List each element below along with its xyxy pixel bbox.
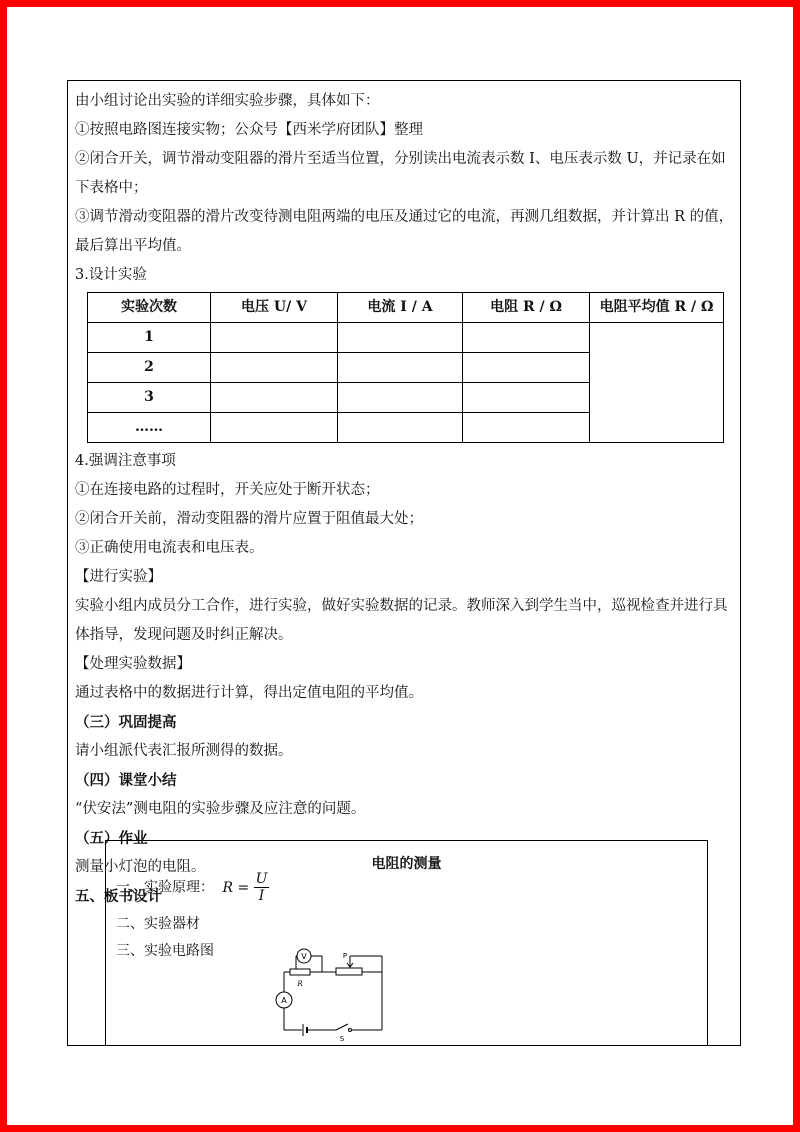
board-item-circuit: 三、实验电路图 [116, 943, 214, 959]
table-header-row [88, 293, 724, 323]
note-3: ③正确使用电流表和电压表。 [75, 540, 264, 556]
homework-text: 测量小灯泡的电阻。 [75, 859, 206, 875]
table-cell [463, 383, 590, 413]
resistor-label: R [297, 980, 303, 988]
average-cell [590, 323, 724, 443]
resistor-icon [290, 969, 310, 975]
table-cell [211, 353, 338, 383]
ammeter-label: A [281, 996, 287, 1005]
conduct-heading: 【进行实验】 [75, 569, 162, 585]
table-cell [211, 383, 338, 413]
experiment-table [87, 292, 724, 443]
rheostat-icon [336, 968, 362, 975]
step-1: ①按照电路图连接实物；公众号【西米学府团队】整理 [75, 122, 423, 138]
slider-label: P [342, 952, 348, 960]
formula-fraction [254, 871, 270, 904]
trial-cell: 2 [88, 353, 211, 383]
table-cell [338, 383, 463, 413]
header-resistance: 电阻 R / Ω [463, 293, 590, 323]
table-cell [211, 413, 338, 443]
consolidate-text: 请小组派代表汇报所测得的数据。 [75, 743, 293, 759]
consolidate-heading: （三）巩固提高 [75, 714, 177, 731]
table-cell [463, 353, 590, 383]
table-cell [463, 413, 590, 443]
process-text: 通过表格中的数据进行计算，得出定值电阻的平均值。 [75, 685, 423, 701]
process-heading: 【处理实验数据】 [75, 656, 191, 672]
header-average: 电阻平均值 R / Ω [590, 293, 724, 323]
switch-icon [349, 1029, 352, 1032]
formula-numerator: U [255, 871, 268, 887]
table-cell [338, 353, 463, 383]
trial-cell: 3 [88, 383, 211, 413]
table-cell [211, 323, 338, 353]
switch-label: S [339, 1035, 345, 1043]
formula-lhs: R = [222, 879, 250, 896]
table-cell [338, 323, 463, 353]
trial-cell: 1 [88, 323, 211, 353]
steps-intro: 由小组讨论出实验的详细实验步骤，具体如下： [75, 93, 380, 109]
board-design-box [105, 840, 708, 1045]
homework-heading: （五）作业 [75, 830, 148, 847]
conduct-text: 实验小组内成员分工合作，进行实验，做好实验数据的记录。教师深入到学生当中，巡视检查并进行具体指导，发现问题及时纠正解决。 [75, 598, 728, 643]
board-heading: 五、板书设计 [75, 888, 162, 905]
table-row [88, 323, 724, 353]
document-body [75, 87, 735, 911]
voltmeter-label: V [301, 952, 307, 961]
board-item-principle [116, 871, 269, 904]
note-1: ①在连接电路的过程时，开关应处于断开状态； [75, 482, 380, 498]
trial-cell: …… [88, 413, 211, 443]
table-cell [463, 323, 590, 353]
step-2: ②闭合开关，调节滑动变阻器的滑片至适当位置，分别读出电流表示数 I、电压表示数 U，并记录在如下表格中； [75, 151, 726, 196]
note-2: ②闭合开关前，滑动变阻器的滑片应置于阻值最大处； [75, 511, 423, 527]
header-trial: 实验次数 [88, 293, 211, 323]
circuit-diagram [266, 944, 396, 1044]
board-title: 电阻的测量 [371, 856, 442, 872]
header-current: 电流 I / A [338, 293, 463, 323]
summary-heading: （四）课堂小结 [75, 772, 177, 789]
table-cell [338, 413, 463, 443]
step-3: ③调节滑动变阻器的滑片改变待测电阻两端的电压及通过它的电流，再测几组数据，并计算出 R 的值，最后算出平均值。 [75, 209, 734, 254]
principle-label: 一、实验原理： [116, 879, 214, 896]
summary-text: “伏安法”测电阻的实验步骤及应注意的问题。 [75, 801, 366, 817]
design-heading: 3.设计实验 [75, 267, 147, 283]
header-voltage: 电压 U/ V [211, 293, 338, 323]
board-item-equipment: 二、实验器材 [116, 916, 200, 932]
notes-heading: 4.强调注意事项 [75, 453, 176, 469]
formula-denominator: I [258, 888, 265, 904]
